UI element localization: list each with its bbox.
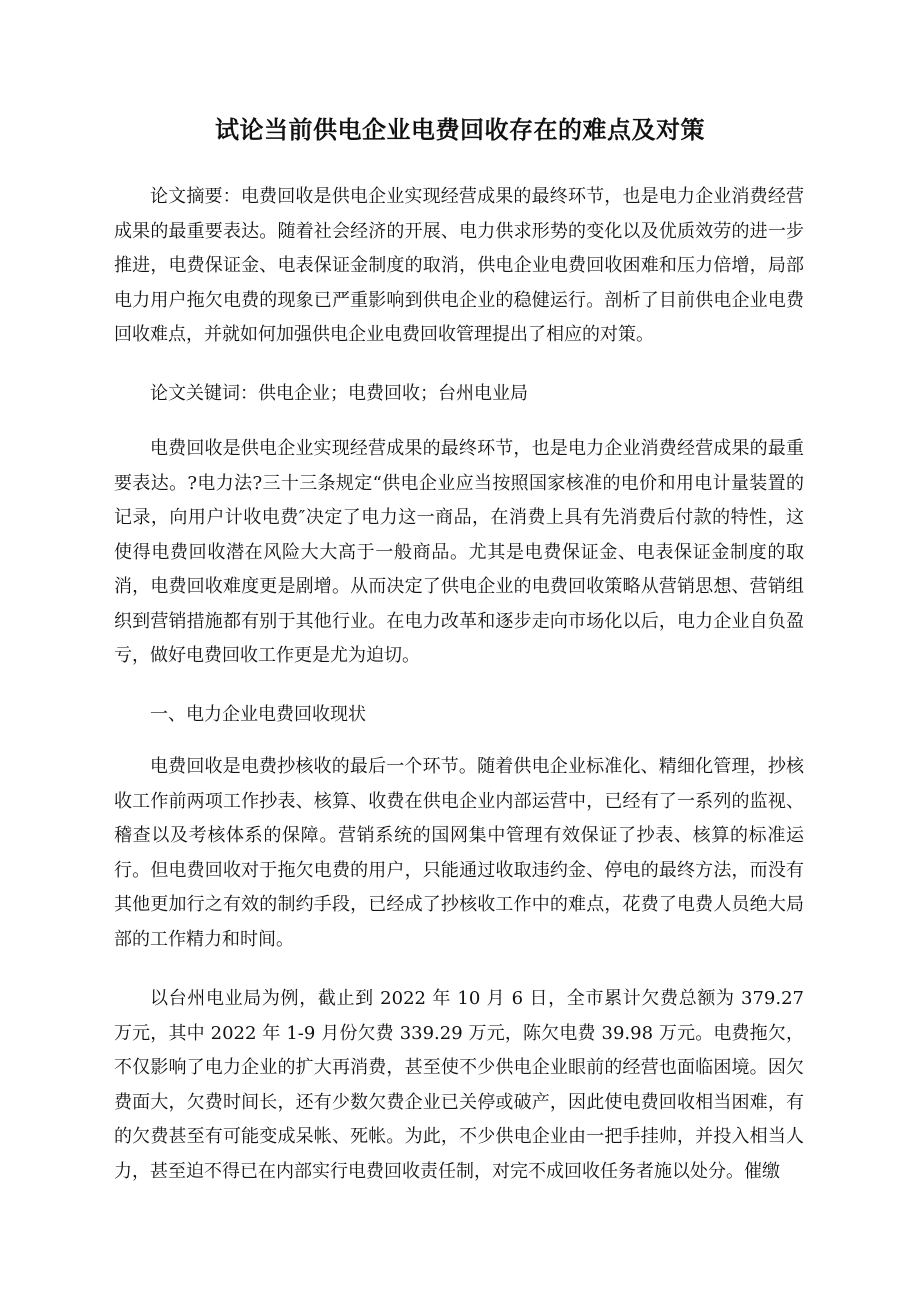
body-paragraph: 以台州电业局为例，截止到 2022 年 10 月 6 日，全市累计欠费总额为 379.27 万元，其中 2022 年 1-9 月份欠费 339.29 万元，陈欠电费 39.98 万元。电费拖欠，不仅影响了电力企业的扩大再消费，甚至使不少供电企业眼前的经营也面临困境。因欠费面大，欠费时间长，还有少数欠费企业已关停或破产，因此使电费回收相当困难，有的欠费甚至有可能变成呆帐、死帐。为此，不少供电企业由一把手挂帅，并投入相当人力，甚至迫不得已在内部实行电费回收责任制，对完不成回收任务者施以处分。催缴: [114, 988, 804, 1182]
body-paragraph: 电费回收是电费抄核收的最后一个环节。随着供电企业标准化、精细化管理，抄核收工作前两项工作抄表、核算、收费在供电企业内部运营中，已经有了一系列的监视、稽查以及考核体系的保障。营销系统的国网集中管理有效保证了抄表、核算的标准运行。但电费回收对于拖欠电费的用户，只能通过收取违约金、停电的最终方法，而没有其他更加行之有效的制约手段，已经成了抄核收工作中的难点，花费了电费人员绝大局部的工作精力和时间。: [114, 756, 804, 950]
section-heading: 一、电力企业电费回收现状: [150, 704, 366, 725]
intro-paragraph: 电费回收是供电企业实现经营成果的最终环节，也是电力企业消费经营成果的最重要表达。?电力法?三十三条规定“供电企业应当按照国家核准的电价和用电计量装置的记录，向用户计收电费″决定了电力这一商品，在消费上具有先消费后付款的特性，这使得电费回收潜在风险大大高于一般商品。尤其是电费保证金、电表保证金制度的取消，电费回收难度更是剧增。从而决定了供电企业的电费回收策略从营销思想、营销组织到营销措施都有别于其他行业。在电力改革和逐步走向市场化以后，电力企业自负盈亏，做好电费回收工作更是尤为迫切。: [114, 438, 804, 666]
keywords-paragraph: 论文关键词：供电企业；电费回收；台州电业局: [150, 383, 528, 404]
document-title: 试论当前供电企业电费回收存在的难点及对策: [215, 115, 705, 144]
abstract-paragraph: 论文摘要：电费回收是供电企业实现经营成果的最终环节，也是电力企业消费经营成果的最重要表达。随着社会经济的开展、电力供求形势的变化以及优质效劳的进一步推进，电费保证金、电表保证金制度的取消，供电企业电费回收困难和压力倍增，局部电力用户拖欠电费的现象已严重影响到供电企业的稳健运行。剖析了目前供电企业电费回收难点，并就如何加强供电企业电费回收管理提出了相应的对策。: [114, 186, 804, 345]
